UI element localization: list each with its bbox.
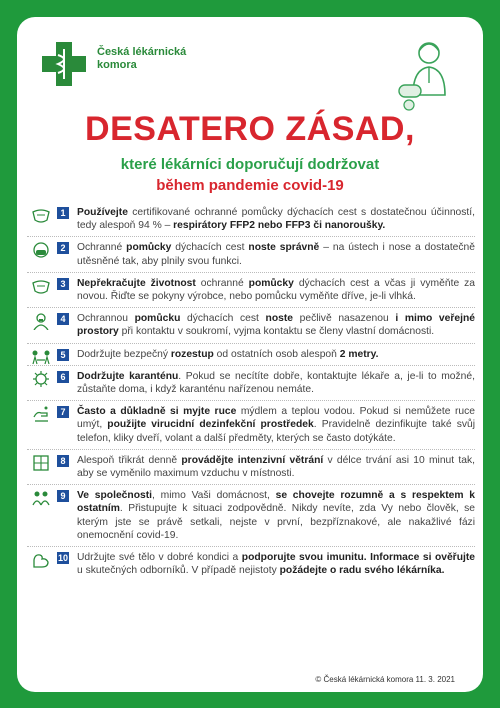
muscle-icon — [31, 551, 51, 569]
logo-text — [97, 46, 186, 72]
respirator-icon — [31, 277, 51, 295]
pharmacist-illustration-icon — [391, 33, 461, 113]
rule-item — [27, 277, 475, 308]
pharmacy-cross-logo-icon — [41, 41, 87, 87]
rule-text: Ochranné pomůcky dýchacích cest noste správně – na ústech i nose a dostatečně utěsněné tak, aby plnily svou funkci. — [77, 242, 476, 267]
rule-number: 9 — [57, 490, 69, 502]
respirator-icon — [31, 206, 51, 224]
rule-text: Ve společnosti, mimo Vaši domácnost, se chovejte rozumně a s respektem k ostatním. Přistupujte k situaci zodpovědně. Nikdy nevíte, zda Vy nebo člověk, se kterým jste se právě setkali, nejste v první, bezpříznakové, ale nakažlivé fázi onemocnění covid-19. — [77, 490, 476, 541]
rule-number: 3 — [57, 278, 69, 290]
rule-number: 4 — [57, 313, 69, 325]
subtitle-covid: během pandemie covid-19 — [156, 177, 344, 194]
virus-icon — [31, 370, 51, 388]
rule-number: 2 — [57, 242, 69, 254]
copyright-footer: © Česká lékárnická komora 11. 3. 2021 — [315, 675, 455, 684]
rule-number: 10 — [57, 553, 68, 564]
rule-item — [27, 348, 475, 366]
rule-item — [27, 370, 475, 401]
rules-list — [27, 206, 475, 585]
people-icon — [31, 489, 51, 507]
window-icon — [31, 454, 51, 472]
rule-item — [27, 454, 475, 485]
rule-text: Alespoň třikrát denně provádějte intenzivní větrání v délce trvání asi 10 minut tak, aby se vyměnilo maximum vzduchu v místnosti. — [77, 454, 476, 480]
handwash-icon — [31, 405, 51, 423]
rule-text: Ochrannou pomůcku dýchacích cest noste pečlivě nasazenou i mimo veřejné prostory při kontaktu v soukromí, vyjma kontaktu se členy vlastní domácnosti. — [77, 313, 476, 338]
distance-icon — [31, 348, 51, 366]
rule-number: 8 — [57, 455, 69, 467]
subtitle: které lékárníci doporučují dodržovat — [120, 156, 380, 173]
rule-item — [27, 206, 475, 237]
rule-item — [27, 405, 475, 450]
rule-item — [27, 489, 475, 547]
rule-item — [27, 312, 475, 343]
rule-number: 1 — [57, 207, 69, 219]
rule-text: Často a důkladně si myjte ruce mýdlem a teplou vodou. Pokud si nemůžete ruce umýt, použijte virucidní dezinfekční prostředek. Pravidelně dezinfikujte také svůj telefon, kliky dveří, volant a další předměty, kterých se často dotýkáte. — [77, 406, 476, 444]
rule-item — [27, 241, 475, 272]
rule-text: Dodržujte bezpečný rozestup od ostatních osob alespoň 2 metry. — [77, 348, 379, 360]
rule-text: Používejte certifikované ochranné pomůcky dýchacích cest s dostatečnou účinností, tedy alespoň 94 % – respirátory FFP2 nebo FFP3 či nanoroušky. — [77, 207, 475, 232]
rule-text: Dodržujte karanténu. Pokud se necítíte dobře, kontaktujte lékaře a, je-li to možné, zůstaňte doma, i když karanténu nařízenou nemáte. — [77, 370, 475, 396]
logo-line2: komora — [97, 59, 137, 71]
rule-number: 5 — [57, 349, 69, 361]
logo-line1: Česká lékárnická — [97, 46, 187, 58]
face-mask-icon — [31, 241, 51, 259]
person-mask-icon — [31, 312, 51, 330]
page-title: DESATERO ZÁSAD, — [85, 110, 415, 148]
rule-text: Udržujte své tělo v dobré kondici a podporujte svou imunitu. Informace si ověřujte u skutečných odborníků. V případě nejistoty požádejte o radu svého lékárníka. — [77, 552, 475, 577]
rule-item — [27, 551, 475, 581]
rule-text: Nepřekračujte životnost ochranné pomůcky dýchacích cest a včas ji vyměňte za novou. Řiďte se pokyny výrobce, nebo pomůcku vyměňte dříve, je-li vlhká. — [77, 277, 475, 303]
rule-number: 6 — [57, 371, 69, 383]
poster-card — [17, 17, 483, 692]
rule-number: 7 — [57, 406, 69, 418]
